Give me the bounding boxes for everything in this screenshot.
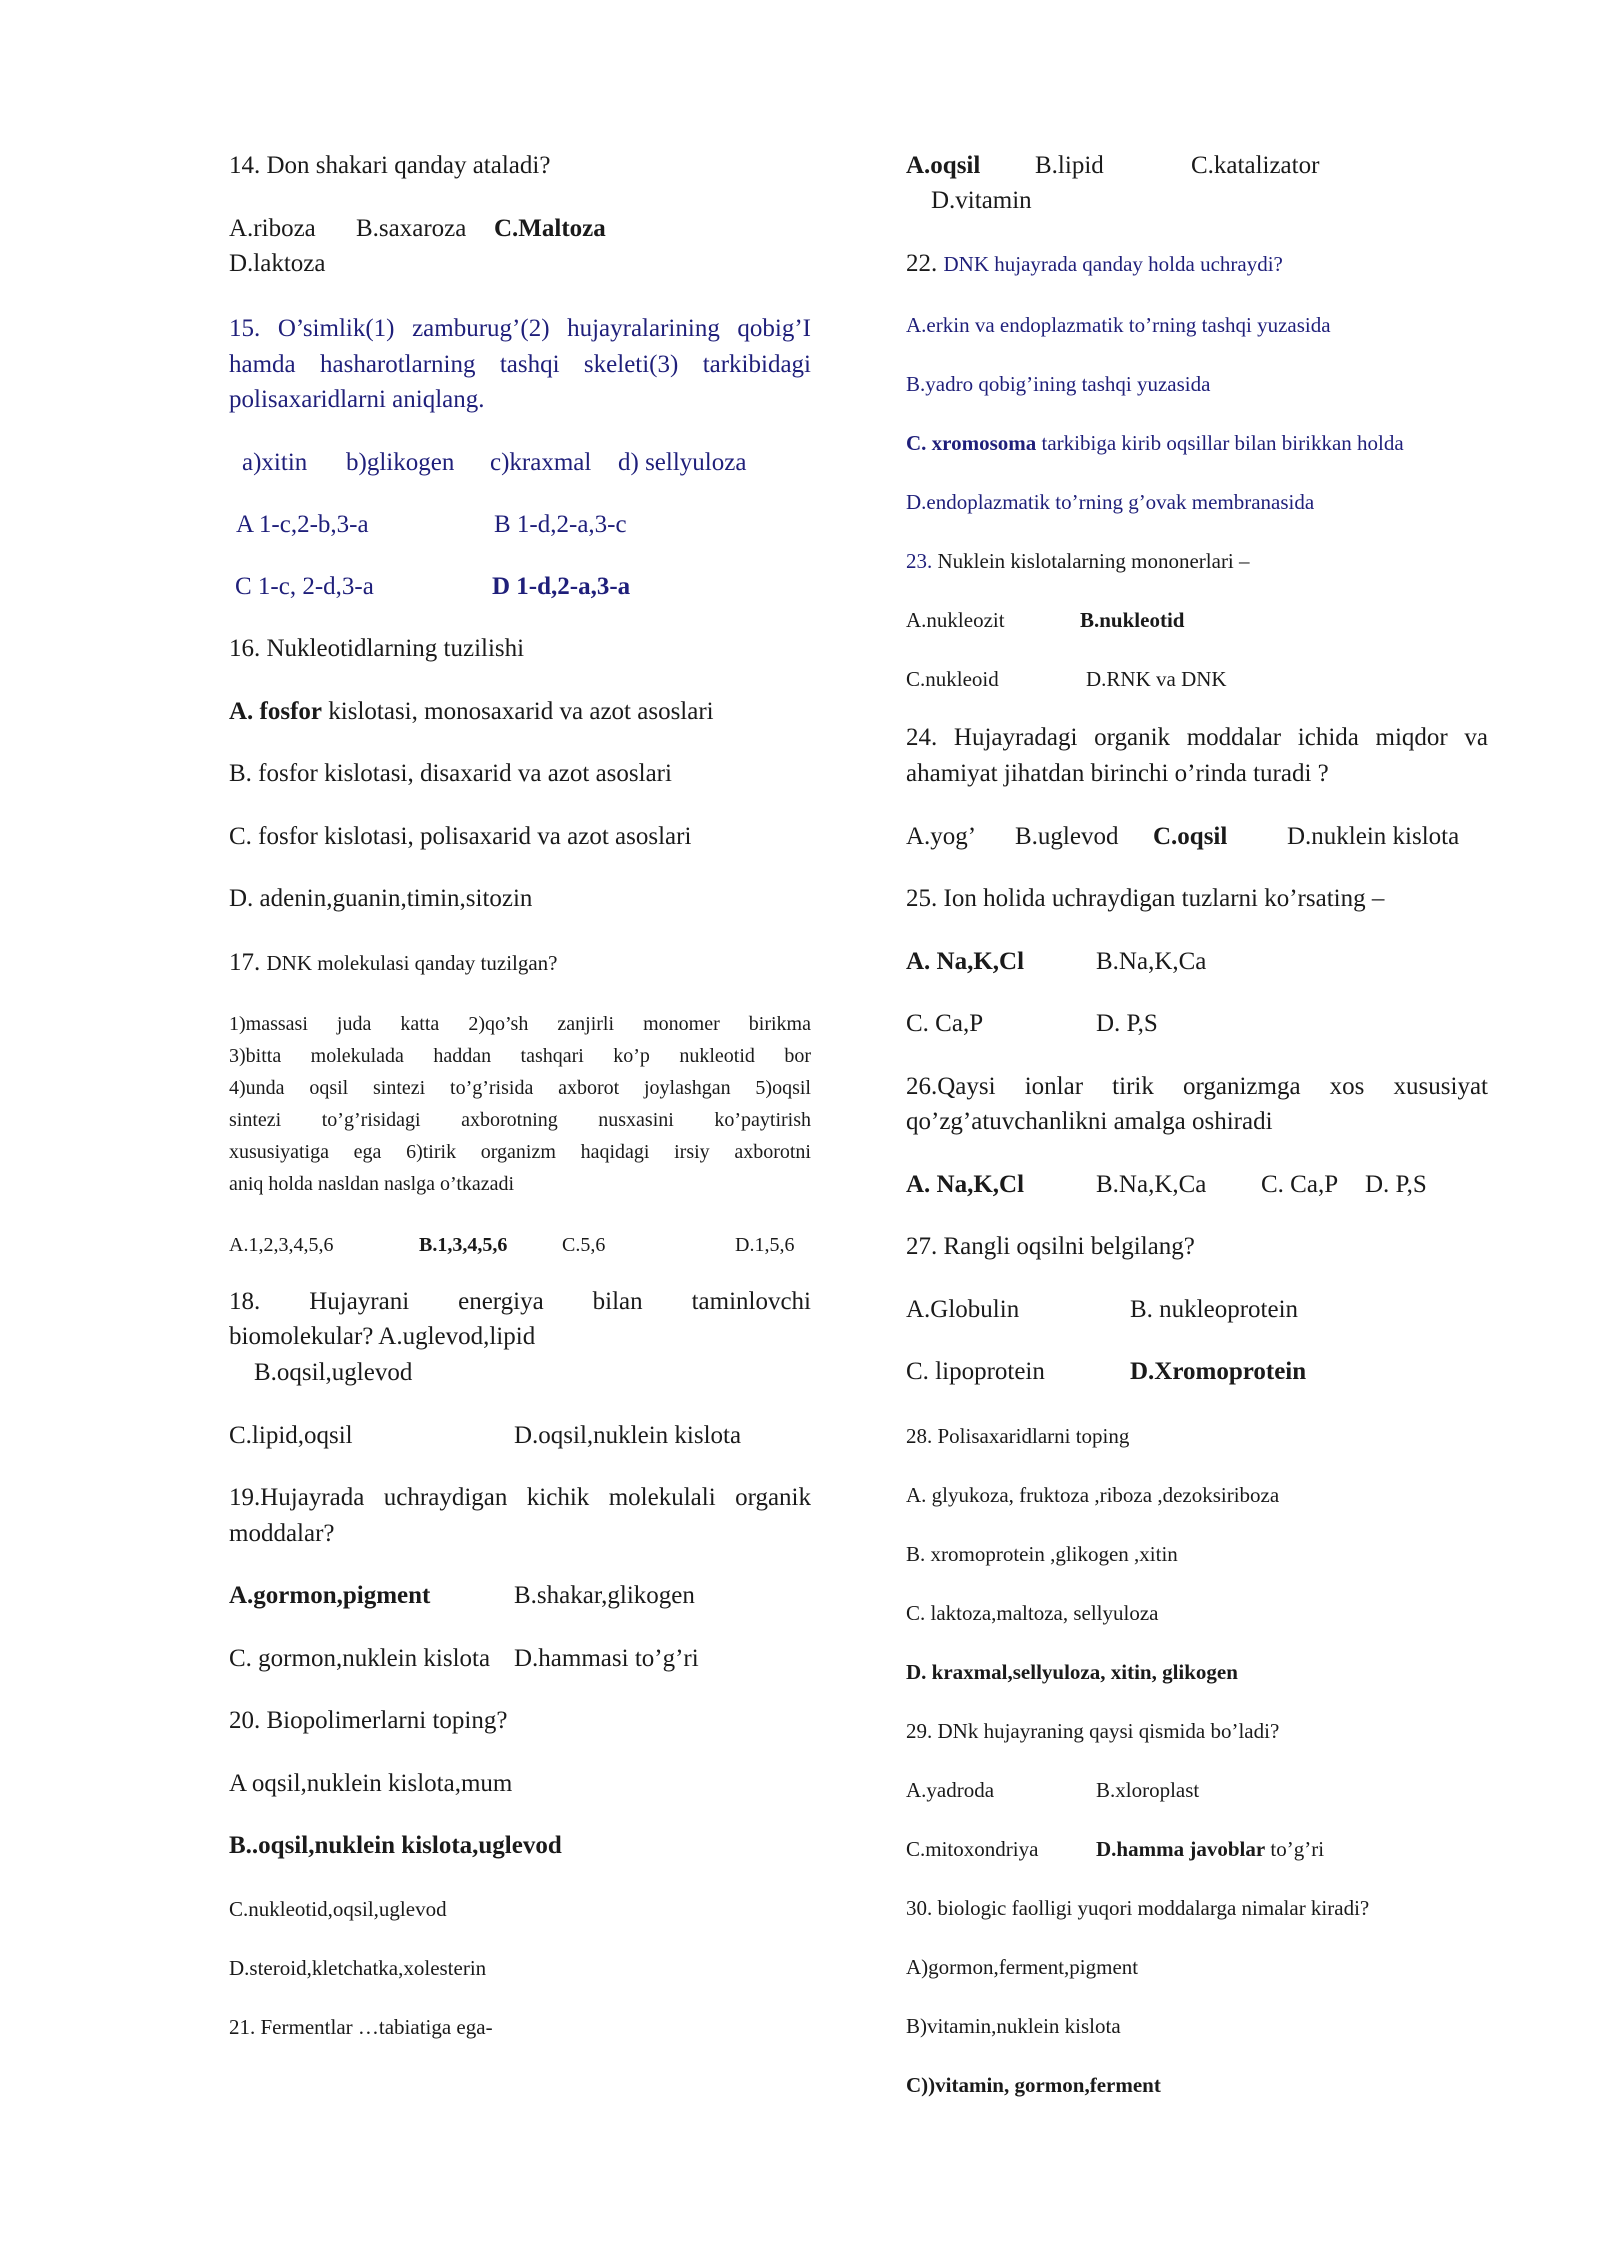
q15-question-line3: polisaxaridlarni aniqlang. (229, 386, 485, 413)
q26-question-line2: qo’zg’atuvchanlikni amalga oshiradi (906, 1108, 1273, 1135)
q25-opt-d: D. P,S (1096, 1010, 1158, 1037)
q30-opt-a: A)gormon,ferment,pigment (906, 1955, 1139, 1979)
q28-opt-c: C. laktoza,maltoza, sellyuloza (906, 1601, 1159, 1625)
q17-number: 17. (229, 949, 267, 976)
q30-opt-b: B)vitamin,nuklein kislota (906, 2014, 1121, 2038)
q29-opt-d (1096, 1831, 1324, 1867)
q21-opt-d: D.vitamin (931, 187, 1032, 214)
q30-question: 30. biologic faolligi yuqori moddalarga nimalar kiradi? (906, 1896, 1370, 1920)
q26-opt-d: D. P,S (1365, 1171, 1427, 1198)
q15-answer-c: C 1-c, 2-d,3-a (235, 573, 374, 600)
q19-question-line2: moddalar? (229, 1520, 335, 1547)
q21-opt-b: B.lipid (1035, 152, 1104, 179)
q27-opt-a: A.Globulin (906, 1296, 1020, 1323)
q14-opt-d: D.laktoza (229, 250, 326, 277)
q15-answer-d: D 1-d,2-a,3-a (492, 573, 631, 600)
q15-item-b: b)glikogen (346, 449, 455, 476)
q14-question: 14. Don shakari qanday ataladi? (229, 152, 551, 179)
q14-opt-c: C.Maltoza (494, 215, 606, 242)
q20-opt-c: C.nukleotid,oqsil,uglevod (229, 1897, 447, 1921)
q23-text: Nuklein kislotalarning mononerlari – (937, 549, 1250, 573)
q29-question: 29. DNk hujayraning qaysi qismida bo’ladi? (906, 1719, 1280, 1743)
q19-opt-b: B.shakar,glikogen (514, 1582, 695, 1609)
q20-opt-d: D.steroid,kletchatka,xolesterin (229, 1956, 487, 1980)
q20-opt-b: B..oqsil,nuklein kislota,uglevod (229, 1832, 562, 1859)
q29-opt-b: B.xloroplast (1096, 1778, 1200, 1802)
q16-opt-c: C. fosfor kislotasi, polisaxarid va azot asoslari (229, 823, 692, 850)
q18-question-line1: 18. Hujayrani energiya bilan taminlovchi (229, 1288, 811, 1315)
q28-opt-b: B. xromoprotein ,glikogen ,xitin (906, 1542, 1178, 1566)
q19-opt-a: A.gormon,pigment (229, 1582, 431, 1609)
q16-question: 16. Nukleotidlarning tuzilishi (229, 635, 525, 662)
q22-number: 22. (906, 250, 944, 277)
q15-answer-b: B 1-d,2-a,3-c (494, 511, 627, 538)
q16-opt-d: D. adenin,guanin,timin,sitozin (229, 885, 533, 912)
q22-text: DNK hujayrada qanday holda uchraydi? (943, 252, 1283, 276)
q14-opt-a: A.riboza (229, 215, 316, 242)
q26-question-line1: 26.Qaysi ionlar tirik organizmga xos xususiyat (906, 1073, 1488, 1100)
q22-opt-a: A.erkin va endoplazmatik to’rning tashqi yuzasida (906, 313, 1331, 337)
q26-opt-b: B.Na,K,Ca (1096, 1171, 1207, 1198)
q24-question-line1: 24. Hujayradagi organik moddalar ichida miqdor va (906, 724, 1488, 751)
q22-question (906, 246, 1283, 282)
q17-line4: sintezi to’g’risidagi axborotning nusxasini ko’paytirish (229, 1109, 811, 1131)
q25-question: 25. Ion holida uchraydigan tuzlarni ko’rsating – (906, 885, 1385, 912)
q17-opt-c: C.5,6 (562, 1234, 606, 1256)
q17-line1: 1)massasi juda katta 2)qo’sh zanjirli monomer birikma (229, 1013, 811, 1035)
q17-opt-d: D.1,5,6 (735, 1234, 795, 1256)
q22-opt-b: B.yadro qobig’ining tashqi yuzasida (906, 372, 1211, 396)
q26-opt-a: A. Na,K,Cl (906, 1171, 1025, 1198)
q20-question: 20. Biopolimerlarni toping? (229, 1707, 508, 1734)
q16-opt-b: B. fosfor kislotasi, disaxarid va azot asoslari (229, 760, 672, 787)
q24-opt-c: C.oqsil (1153, 823, 1228, 850)
q28-question: 28. Polisaxaridlarni toping (906, 1424, 1130, 1448)
q26-opt-c: C. Ca,P (1261, 1171, 1339, 1198)
q29-opt-d-bold: D.hamma javoblar (1096, 1837, 1266, 1861)
q15-answer-a: A 1-c,2-b,3-a (236, 511, 369, 538)
q16-opt-a (229, 694, 714, 730)
q16-opt-a-rest: kislotasi, monosaxarid va azot asoslari (322, 698, 714, 725)
q21-question: 21. Fermentlar …tabiatiga ega- (229, 2015, 493, 2039)
q17-line3: 4)unda oqsil sintezi to’g’risida axborot joylashgan 5)oqsil (229, 1077, 811, 1099)
q20-opt-a: A oqsil,nuklein kislota,mum (229, 1770, 513, 1797)
q17-opt-b: B.1,3,4,5,6 (419, 1234, 508, 1256)
q27-opt-b: B. nukleoprotein (1130, 1296, 1299, 1323)
q16-opt-a-bold: A. fosfor (229, 698, 323, 725)
q24-opt-a: A.yog’ (906, 823, 977, 850)
q15-item-a: a)xitin (242, 449, 308, 476)
q23-opt-c: C.nukleoid (906, 667, 999, 691)
q25-opt-a: A. Na,K,Cl (906, 948, 1025, 975)
q23-question (906, 543, 1250, 579)
q17-line6: aniq holda nasldan naslga o’tkazadi (229, 1173, 515, 1195)
q22-opt-d: D.endoplazmatik to’rning g’ovak membranasida (906, 490, 1315, 514)
q18-question-line2: biomolekular? A.uglevod,lipid (229, 1323, 536, 1350)
q17-text: DNK molekulasi qanday tuzilgan? (266, 951, 558, 975)
q18-opt-b: B.oqsil,uglevod (254, 1359, 413, 1386)
q30-opt-c: C))vitamin, gormon,ferment (906, 2073, 1161, 2097)
q25-opt-c: C. Ca,P (906, 1010, 984, 1037)
q24-opt-d: D.nuklein kislota (1287, 823, 1460, 850)
q15-item-c: c)kraxmal (490, 449, 592, 476)
q19-opt-c: C. gormon,nuklein kislota (229, 1645, 491, 1672)
q21-opt-a: A.oqsil (906, 152, 981, 179)
q14-opt-b: B.saxaroza (356, 215, 467, 242)
q23-opt-d: D.RNK va DNK (1086, 667, 1227, 691)
q28-opt-a: A. glyukoza, fruktoza ,riboza ,dezoksiriboza (906, 1483, 1280, 1507)
q15-item-d: d) sellyuloza (618, 449, 747, 476)
q17-opt-a: A.1,2,3,4,5,6 (229, 1234, 334, 1256)
q17-line5: xususiyatiga ega 6)tirik organizm haqidagi irsiy axborotni (229, 1141, 811, 1163)
q17-line2: 3)bitta molekulada haddan tashqari ko’p nukleotid bor (229, 1045, 811, 1067)
q22-opt-c (906, 425, 1404, 461)
q22-opt-c-rest: tarkibiga kirib oqsillar bilan birikkan holda (1036, 431, 1404, 455)
q18-opt-d: D.oqsil,nuklein kislota (514, 1422, 742, 1449)
q24-question-line2: ahamiyat jihatdan birinchi o’rinda turadi ? (906, 760, 1329, 787)
q29-opt-c: C.mitoxondriya (906, 1837, 1039, 1861)
q21-opt-c: C.katalizator (1191, 152, 1320, 179)
q23-opt-b: B.nukleotid (1080, 608, 1185, 632)
q19-opt-d: D.hammasi to’g’ri (514, 1645, 699, 1672)
q24-opt-b: B.uglevod (1015, 823, 1119, 850)
q23-number: 23. (906, 549, 938, 573)
q28-opt-d: D. kraxmal,sellyuloza, xitin, glikogen (906, 1660, 1238, 1684)
q27-question: 27. Rangli oqsilni belgilang? (906, 1233, 1195, 1260)
q27-opt-c: C. lipoprotein (906, 1358, 1045, 1385)
q29-opt-a: A.yadroda (906, 1778, 995, 1802)
q22-opt-c-bold: C. xromosoma (906, 431, 1037, 455)
q18-opt-c: C.lipid,oqsil (229, 1422, 353, 1449)
q17-question (229, 945, 558, 981)
q15-question-line2: hamda hasharotlarning tashqi skeleti(3) tarkibidagi (229, 351, 811, 378)
q27-opt-d: D.Xromoprotein (1130, 1358, 1307, 1385)
q29-opt-d-rest: to’g’ri (1265, 1837, 1325, 1861)
q19-question-line1: 19.Hujayrada uchraydigan kichik molekulali organik (229, 1484, 811, 1511)
q25-opt-b: B.Na,K,Ca (1096, 948, 1207, 975)
q23-opt-a: A.nukleozit (906, 608, 1005, 632)
q15-question-line1: 15. O’simlik(1) zamburug’(2) hujayralarining qobig’I (229, 315, 811, 342)
